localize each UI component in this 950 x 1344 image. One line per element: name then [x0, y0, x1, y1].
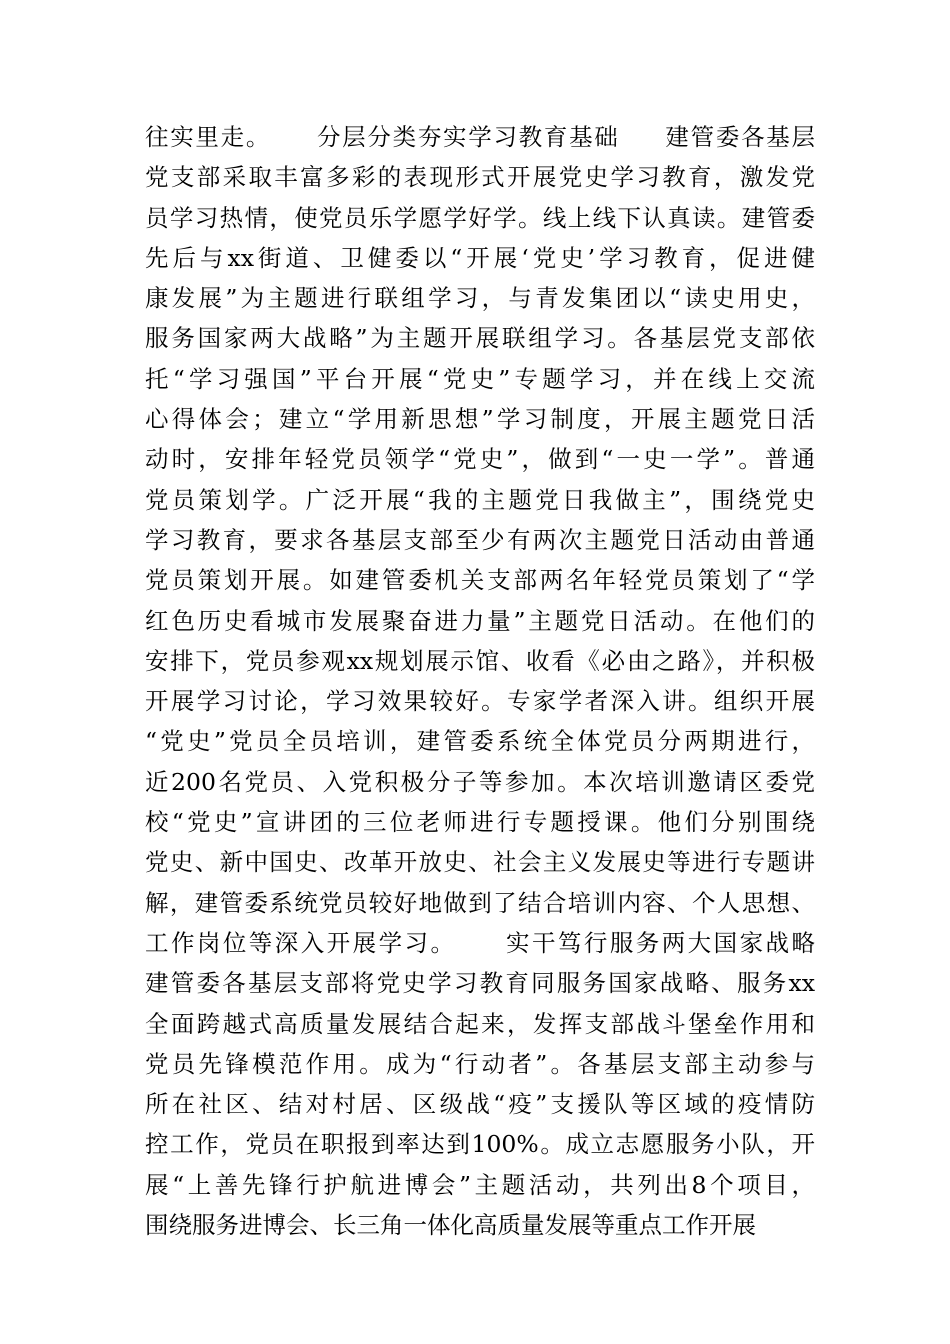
- text-line: 围绕服务进博会、长三角一体化高质量发展等重点工作开展: [145, 1211, 756, 1240]
- text-line: 党员策划学。广泛开展“我的主题党日我做主”，围绕党史: [145, 485, 815, 514]
- text-line: 康发展”为主题进行联组学习，与青发集团以“读史用史，: [145, 284, 815, 313]
- text-line: 往实里走。 分层分类夯实学习教育基础 建管委各基层: [145, 123, 815, 151]
- text-line: 托“学习强国”平台开展“党史”专题学习，并在线上交流: [145, 364, 815, 393]
- text-line: 所在社区、结对村居、区级战“疫”支援队等区域的疫情防: [145, 1090, 815, 1119]
- text-line: 开展学习讨论，学习效果较好。专家学者深入讲。组织开展: [145, 687, 815, 716]
- text-line: 解，建管委系统党员较好地做到了结合培训内容、个人思想、: [145, 888, 815, 917]
- text-line: 工作岗位等深入开展学习。 实干笃行服务两大国家战略: [145, 928, 815, 957]
- text-line: 近200名党员、入党积极分子等参加。本次培训邀请区委党: [145, 767, 815, 796]
- text-line: 展“上善先锋行护航进博会”主题活动，共列出8个项目，: [145, 1170, 815, 1199]
- text-line: 先后与xx街道、卫健委以“开展‘党史’学习教育，促进健: [145, 243, 815, 272]
- text-line: 员学习热情，使党员乐学愿学好学。线上线下认真读。建管委: [145, 203, 815, 232]
- text-line: 校“党史”宣讲团的三位老师进行专题授课。他们分别围绕: [145, 808, 815, 837]
- text-line: 全面跨越式高质量发展结合起来，发挥支部战斗堡垒作用和: [145, 1009, 815, 1038]
- text-line: 服务国家两大战略”为主题开展联组学习。各基层党支部依: [145, 324, 815, 353]
- text-line: 红色历史看城市发展聚奋进力量”主题党日活动。在他们的: [145, 606, 815, 635]
- text-line: 动时，安排年轻党员领学“党史”，做到“一史一学”。普通: [145, 445, 815, 474]
- text-line: 心得体会；建立“学用新思想”学习制度，开展主题党日活: [145, 405, 815, 434]
- body-text: [145, 117, 815, 1245]
- text-line: 安排下，党员参观xx规划展示馆、收看《必由之路》，并积极: [145, 646, 815, 675]
- text-line: 建管委各基层支部将党史学习教育同服务国家战略、服务xx: [145, 969, 815, 998]
- text-line: 党员先锋模范作用。成为“行动者”。各基层支部主动参与: [145, 1049, 815, 1078]
- text-line: “党史”党员全员培训，建管委系统全体党员分两期进行，: [145, 727, 815, 756]
- text-line: 党支部采取丰富多彩的表现形式开展党史学习教育，激发党: [145, 163, 815, 192]
- text-line: 控工作，党员在职报到率达到100%。成立志愿服务小队，开: [145, 1130, 815, 1159]
- text-line: 党员策划开展。如建管委机关支部两名年轻党员策划了“学: [145, 566, 815, 595]
- text-line: 党史、新中国史、改革开放史、社会主义发展史等进行专题讲: [145, 848, 815, 877]
- text-line: 学习教育，要求各基层支部至少有两次主题党日活动由普通: [145, 525, 815, 554]
